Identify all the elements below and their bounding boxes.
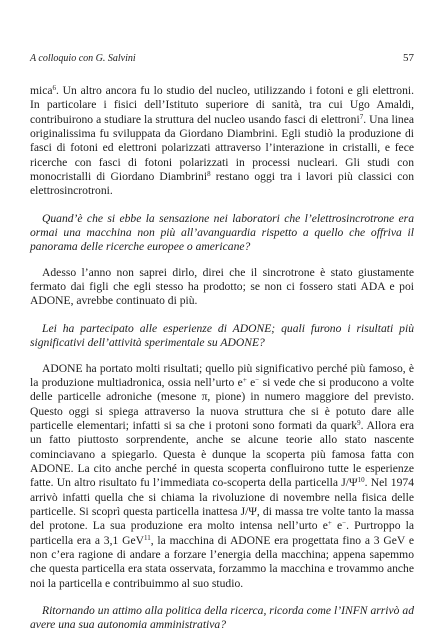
footnote-ref: 10 <box>357 476 365 485</box>
footnote-ref: 9 <box>357 418 361 427</box>
interview-question-1: Quand’è che si ebbe la sensazione nei laboratori che l’elettrosincrotrone era ormai una macchina non più all’avanguardia rispetto a quello che offriva il panorama delle ricerche europee o americane? <box>30 211 414 254</box>
paragraph-answer-2: Adesso l’anno non saprei dirlo, direi che il sincrotrone è stato giustamente fermato dai figli che egli stesso ha prodotto; se non ci fossero stati ADA e poi ADONE, avrebbe continuato di più. <box>30 265 414 308</box>
paragraph-answer-3: ADONE ha portato molti risultati; quello più significativo perché più famoso, è la produzione multiadronica, ossia nell’urto e+ e− si vede che si producono a volte delle particelle adroniche (mesone π, pione) in numero maggiore del previsto. Questo oggi si spiega attraverso la nuova struttura che si è potuto dare alle particelle elementari; infatti si sa che i protoni sono formati da quark$^9$. Allora era un fatto piuttosto sorprendente, anche se alcune teorie allo stato nascente cominciavano a spiegarlo. Questa è dunque la scoperta più famosa fatta con ADONE. La cito anche perché in questa scoperta confluirono tutte le esperienze fatte. Un altro risultato fu l’immediata co-scoperta della particella $J/\Psi^{10}$. Nel 1974 arrivò infatti quella che si chiama la rivoluzione di novembre nella fisica delle particelle. Si scoprì questa particella inattesa J/Ψ, di massa tre volte tanto la massa del protone. La sua produzione era molto intensa nell’urto e+ e−. Purtroppo la particella era a 3,1 GeV$^{11}$, la macchina di ADONE era progettata fino a 3 GeV e non c’era ragione di andare a forzare l’energia della macchina; appena sapemmo che questa particella era stata osservata, forzammo la macchina e trovammo anche noi la particella e contribuimmo al suo studio. <box>30 361 415 590</box>
footnote-ref: 8 <box>207 170 211 179</box>
footnote-ref: 11 <box>143 533 151 542</box>
running-header <box>30 52 414 66</box>
interview-question-2: Lei ha partecipato alle esperienze di ADONE; quali furono i risultati più significativi dell’attività sperimentale su ADONE? <box>30 321 414 350</box>
footnote-ref: 6 <box>52 84 57 92</box>
page-body <box>30 84 414 644</box>
interview-question-3: Ritornando un attimo alla politica della ricerca, ricorda come l’INFN arrivò ad avere una sua autonomia amministrativa? <box>30 604 414 632</box>
footnote-ref: 7 <box>359 112 364 121</box>
paragraph-answer-1: mica$^6$. Un altro ancora fu lo studio del nucleo, utilizzando i fotoni e gli elettroni. In particolare i fisici dell’Istituto superiore di sanità, tra cui Ugo Amaldi, contribuirono a studiare la struttura del nucleo usando fasci di elettroni$^7$. Una linea originalissima fu sviluppata da Giordano Diambrini. Egli studiò la produzione di fasci di fotoni ed elettroni polarizzati attraverso l’interazione in cristalli, e fece ricerche con fasci di fotoni polarizzati in processi nucleari. Gli studi con monocristalli di Giordano Diambrini$^8$ restano oggi tra i lavori più classici con elettrosincrotroni. <box>30 84 415 198</box>
page-number: 57 <box>403 52 414 64</box>
running-title: A colloquio con G. Salvini <box>30 53 136 64</box>
